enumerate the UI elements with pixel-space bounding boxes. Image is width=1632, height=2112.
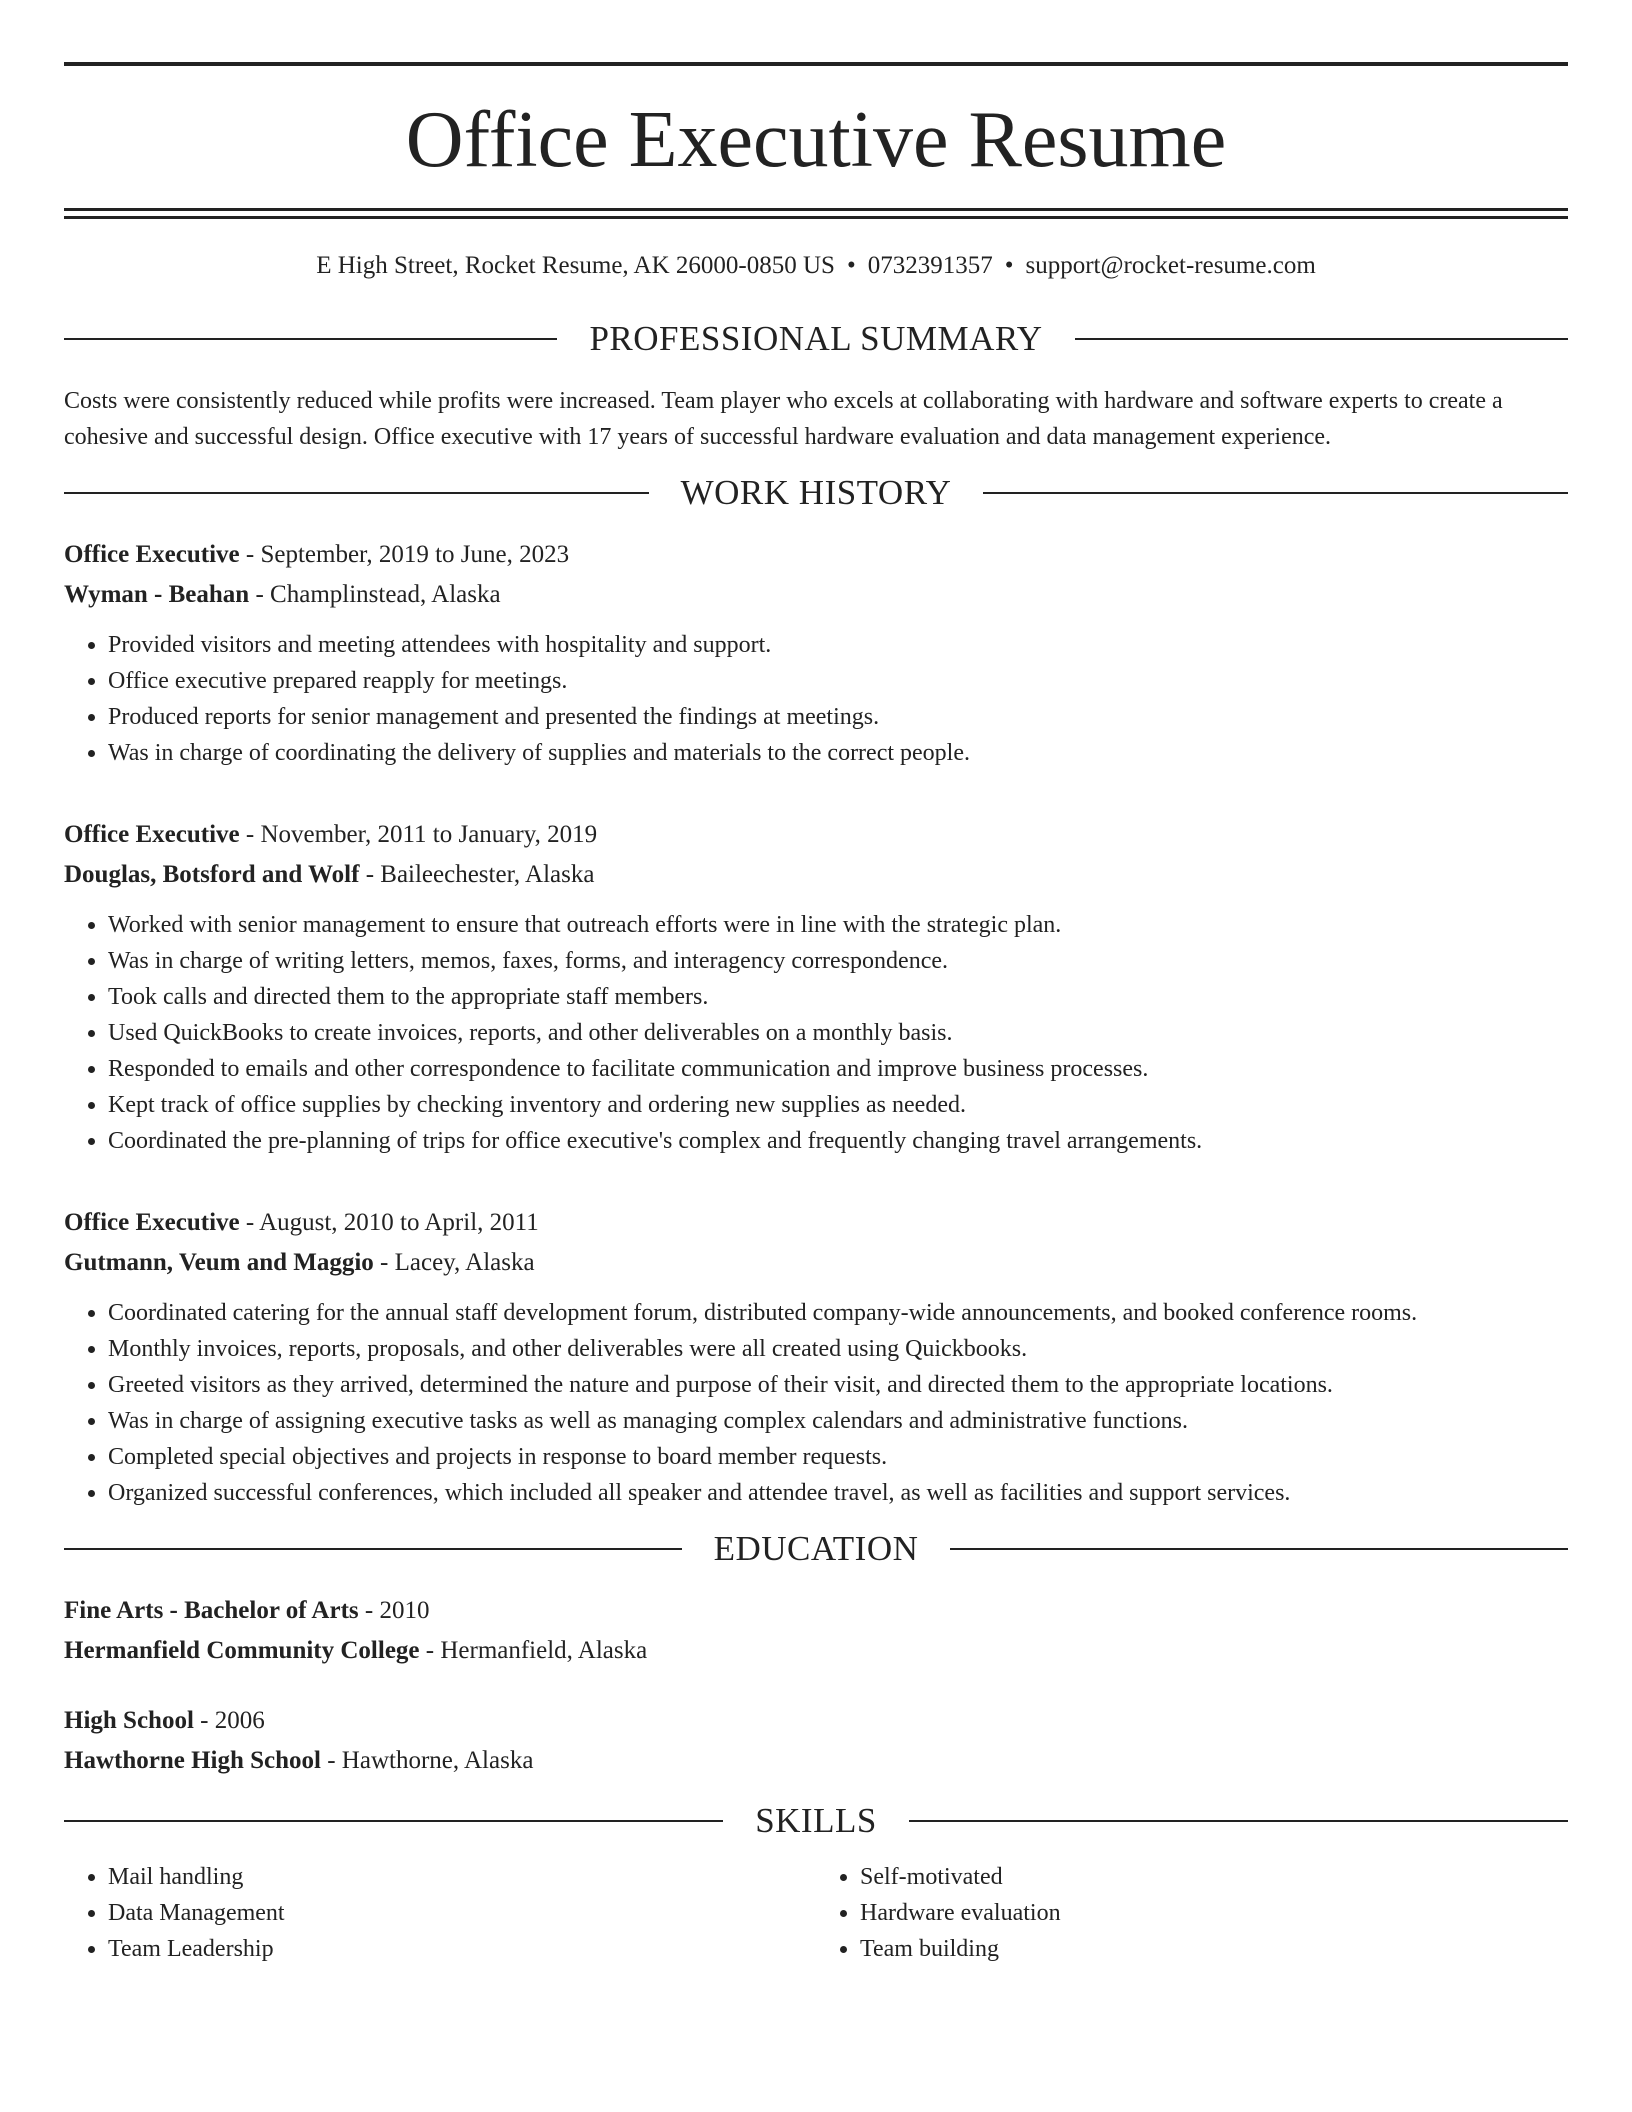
heading-rule xyxy=(950,1548,1568,1550)
list-item: • Was in charge of coordinating the delivery of supplies and materials to the correct people. xyxy=(108,735,1568,771)
job-location: - Baileechester, Alaska xyxy=(359,861,595,888)
list-item: • Used QuickBooks to create invoices, reports, and other deliverables on a monthly basis. xyxy=(108,1015,1568,1051)
section-title: PROFESSIONAL SUMMARY xyxy=(589,319,1043,358)
list-item: • Organized successful conferences, which included all speaker and attendee travel, as well as facilities and support services. xyxy=(108,1475,1568,1511)
degree-row xyxy=(64,1591,1568,1631)
list-item: • Monthly invoices, reports, proposals, and other deliverables were all created using Quickbooks. xyxy=(108,1331,1568,1367)
job-dates: - November, 2011 to January, 2019 xyxy=(239,821,598,848)
education-entry xyxy=(64,1701,1568,1781)
skills-column-right xyxy=(816,1859,1568,1967)
list-item: • Coordinated catering for the annual staff development forum, distributed company-wide announcements, and booked conference rooms. xyxy=(108,1295,1568,1331)
list-item: • Worked with senior management to ensure that outreach efforts were in line with the strategic plan. xyxy=(108,907,1568,943)
job-entry xyxy=(64,535,1568,771)
degree: High School xyxy=(64,1707,194,1734)
degree: Fine Arts - Bachelor of Arts xyxy=(64,1597,359,1624)
job-company: Wyman - Beahan xyxy=(64,581,250,608)
list-item: • Office executive prepared reapply for meetings. xyxy=(108,663,1568,699)
list-item: • Coordinated the pre-planning of trips for office executive's complex and frequently changing travel arrangements. xyxy=(108,1123,1568,1159)
school: Hawthorne High School xyxy=(64,1747,321,1774)
section-heading-education xyxy=(64,1529,1568,1569)
job-title: Office Executive xyxy=(64,821,240,848)
skill-item: • Team Leadership xyxy=(108,1931,816,1967)
heading-rule xyxy=(64,492,649,494)
job-dates: - September, 2019 to June, 2023 xyxy=(239,541,570,568)
list-item: • Kept track of office supplies by checking inventory and ordering new supplies as needed. xyxy=(108,1087,1568,1123)
email: support@rocket-resume.com xyxy=(1025,252,1316,279)
school-location: - Hermanfield, Alaska xyxy=(419,1637,648,1664)
school-row xyxy=(64,1741,1568,1781)
job-entry xyxy=(64,1203,1568,1511)
heading-rule xyxy=(983,492,1568,494)
skills-column-left xyxy=(64,1859,816,1967)
contact-separator: • xyxy=(846,252,856,279)
section-heading-summary xyxy=(64,319,1568,359)
school: Hermanfield Community College xyxy=(64,1637,420,1664)
phone: 0732391357 xyxy=(867,252,993,279)
job-company-row xyxy=(64,1243,1568,1283)
skill-item: • Hardware evaluation xyxy=(860,1895,1568,1931)
job-company-row xyxy=(64,575,1568,615)
section-heading-skills xyxy=(64,1801,1568,1841)
job-bullets xyxy=(64,907,1568,1159)
degree-row xyxy=(64,1701,1568,1741)
section-title: EDUCATION xyxy=(713,1529,919,1568)
skill-item: • Self-motivated xyxy=(860,1859,1568,1895)
job-title: Office Executive xyxy=(64,1209,240,1236)
heading-rule xyxy=(64,338,557,340)
heading-rule xyxy=(909,1820,1568,1822)
top-rule xyxy=(64,62,1568,66)
job-location: - Lacey, Alaska xyxy=(373,1249,535,1276)
list-item: • Produced reports for senior management and presented the findings at meetings. xyxy=(108,699,1568,735)
contact-separator: • xyxy=(1004,252,1014,279)
section-title: WORK HISTORY xyxy=(680,473,952,512)
school-row xyxy=(64,1631,1568,1671)
job-bullets xyxy=(64,1295,1568,1511)
skill-item: • Mail handling xyxy=(108,1859,816,1895)
address: E High Street, Rocket Resume, AK 26000-0850 US xyxy=(316,252,835,279)
resume-title: Office Executive Resume xyxy=(405,96,1227,184)
job-title-row xyxy=(64,535,1568,575)
job-entry xyxy=(64,815,1568,1159)
job-company: Douglas, Botsford and Wolf xyxy=(64,861,360,888)
skill-item: • Data Management xyxy=(108,1895,816,1931)
heading-rule xyxy=(64,1548,682,1550)
heading-rule xyxy=(64,1820,723,1822)
job-company-row xyxy=(64,855,1568,895)
summary-text: Costs were consistently reduced while profits were increased. Team player who excels at collaborating with hardware and software experts to create a cohesive and successful design. Office executive with 17 years of successful hardware evaluation and data management experience. xyxy=(64,388,1503,450)
job-company: Gutmann, Veum and Maggio xyxy=(64,1249,374,1276)
section-heading-work xyxy=(64,473,1568,513)
job-title-row xyxy=(64,815,1568,855)
skills-list xyxy=(64,1859,1568,1967)
skill-item: • Team building xyxy=(860,1931,1568,1967)
list-item: • Responded to emails and other correspondence to facilitate communication and improve business processes. xyxy=(108,1051,1568,1087)
contact-line xyxy=(64,251,1568,281)
education-entry xyxy=(64,1591,1568,1671)
section-title: SKILLS xyxy=(755,1801,877,1840)
list-item: • Greeted visitors as they arrived, determined the nature and purpose of their visit, and directed them to the appropriate locations. xyxy=(108,1367,1568,1403)
job-dates: - August, 2010 to April, 2011 xyxy=(239,1209,539,1236)
graduation-year: - 2006 xyxy=(193,1707,265,1734)
job-title: Office Executive xyxy=(64,541,240,568)
list-item: • Provided visitors and meeting attendees with hospitality and support. xyxy=(108,627,1568,663)
job-location: - Champlinstead, Alaska xyxy=(249,581,501,608)
list-item: • Completed special objectives and projects in response to board member requests. xyxy=(108,1439,1568,1475)
title-double-rule xyxy=(64,208,1568,219)
heading-rule xyxy=(1075,338,1568,340)
list-item: • Took calls and directed them to the appropriate staff members. xyxy=(108,979,1568,1015)
job-title-row xyxy=(64,1203,1568,1243)
job-bullets xyxy=(64,627,1568,771)
list-item: • Was in charge of writing letters, memos, faxes, forms, and interagency correspondence. xyxy=(108,943,1568,979)
school-location: - Hawthorne, Alaska xyxy=(320,1747,534,1774)
graduation-year: - 2010 xyxy=(358,1597,430,1624)
list-item: • Was in charge of assigning executive tasks as well as managing complex calendars and administrative functions. xyxy=(108,1403,1568,1439)
